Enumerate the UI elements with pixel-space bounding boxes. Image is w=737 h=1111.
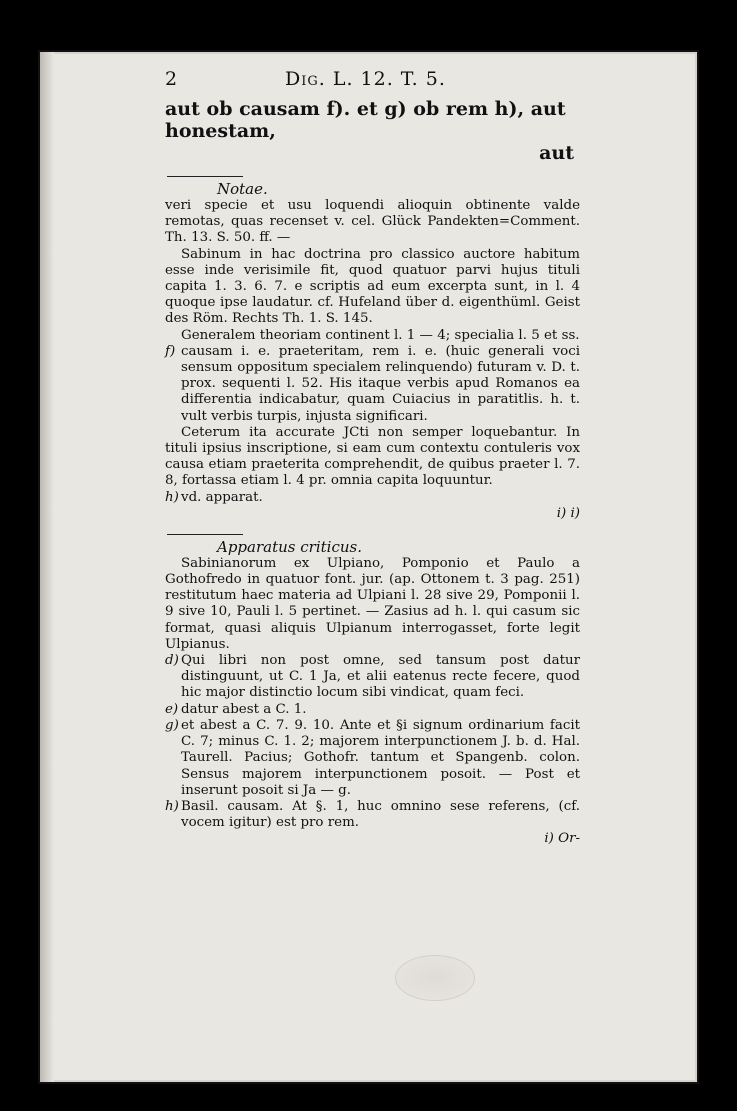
note-item-f (165, 344, 580, 425)
apparatus-catchword: i) Or- (544, 831, 580, 847)
notes-rule (167, 176, 243, 177)
apparatus-title: Apparatus criticus. (217, 537, 362, 556)
running-title: Dig. L. 12. T. 5. (285, 68, 446, 90)
apparatus-item-text: Qui libri non post omne, sed tansum post datur distinguunt, ut C. 1 Ja, et alii eatenus recte fecere, quod hic major distinctio locum sibi vindicat, quam feci. (181, 653, 580, 701)
note-item-text: causam i. e. praeteritam, rem i. e. (huic generali voci sensum oppositum specialem relinquendo) futuram v. D. t. prox. sequenti l. 52. His itaque verbis apud Romanos ea differentia indicabatur, quam Cuiacius in paratitlis. h. t. vult verbis turpis, injusta significari. (181, 343, 580, 424)
apparatus-paragraph: Sabinianorum ex Ulpiano, Pomponio et Paulo a Gothofredo in quatuor font. jur. (ap. Ottonem t. 3 pag. 251) restitutum haec materia ad Ulpiani l. 28 sive 29, Pomponii l. 9 sive 10, Pauli l. 5 pertinet. — Zasius ad h. l. qui casum sic format, quasi aliquis Ulpianum interrogasset, forte legit Ulpianus. (165, 555, 580, 652)
page-number: 2 (165, 68, 178, 90)
note-item-text: vd. apparat. (181, 489, 263, 505)
note-item-h (165, 490, 580, 506)
apparatus-item-e (165, 702, 580, 718)
note-paragraph: Generalem theoriam continent l. 1 — 4; specialia l. 5 et ss. (181, 327, 580, 343)
note-paragraph: Ceterum ita accurate JCti non semper loquebantur. In tituli ipsius inscriptione, si eam cum contextu contuleris vox causa etiam praeterita comprehendit, de quibus praeter l. 7. 8, fortassa etiam l. 4 pr. omnia capita loquuntur. (165, 424, 580, 489)
apparatus-marker: g) (165, 717, 179, 733)
notes-title: Notae. (217, 180, 268, 198)
page-header (165, 68, 580, 98)
apparatus-item-text: Basil. causam. At §. 1, huc omnino sese referens, (cf. vocem igitur) est pro rem. (181, 798, 580, 831)
apparatus-section (165, 539, 580, 847)
main-text-line: aut ob causam f). et g) ob rem h), aut honestam, (165, 98, 566, 142)
apparatus-item-text: datur abest a C. 1. (181, 701, 307, 717)
main-text-catchword: aut (539, 142, 574, 164)
page-content (165, 68, 580, 847)
library-stamp (395, 955, 475, 1001)
note-paragraph: Sabinum in hac doctrina pro classico auctore habitum esse inde verisimile fit, quod quatuor parvi hujus tituli capita 1. 3. 6. 7. e scriptis ad eum excerpta sunt, in l. 4 quoque ipse laudatur. cf. Hufeland über d. eigenthüml. Geist des Röm. Rechts Th. 1. S. 145. (165, 246, 580, 327)
apparatus-item-g (165, 718, 580, 799)
apparatus-item-h (165, 799, 580, 831)
apparatus-marker: h) (165, 798, 179, 814)
note-marker: h) (165, 489, 179, 505)
notes-section (165, 181, 580, 522)
apparatus-marker: e) (165, 701, 179, 717)
apparatus-item-d (165, 653, 580, 702)
note-marker: f) (165, 343, 176, 359)
apparatus-item-text: et abest a C. 7. 9. 10. Ante et §i signum ordinarium facit C. 7; minus C. 1. 2; majorem interpunctionem J. b. d. Hal. Taurell. Pacius; Gothofr. tantum et Spangenb. colon. Sensus majorem interpunctionem posoit. — Post et inserunt posoit si Ja — g. (181, 717, 580, 798)
apparatus-marker: d) (165, 653, 179, 669)
note-paragraph: veri specie et usu loquendi alioquin obtinente valde remotas, quas recenset v. cel. Glück Pandekten=Comment. Th. 13. S. 50. ff. — (165, 198, 580, 246)
apparatus-rule (167, 534, 243, 535)
notes-catchword: i) i) (556, 505, 580, 521)
